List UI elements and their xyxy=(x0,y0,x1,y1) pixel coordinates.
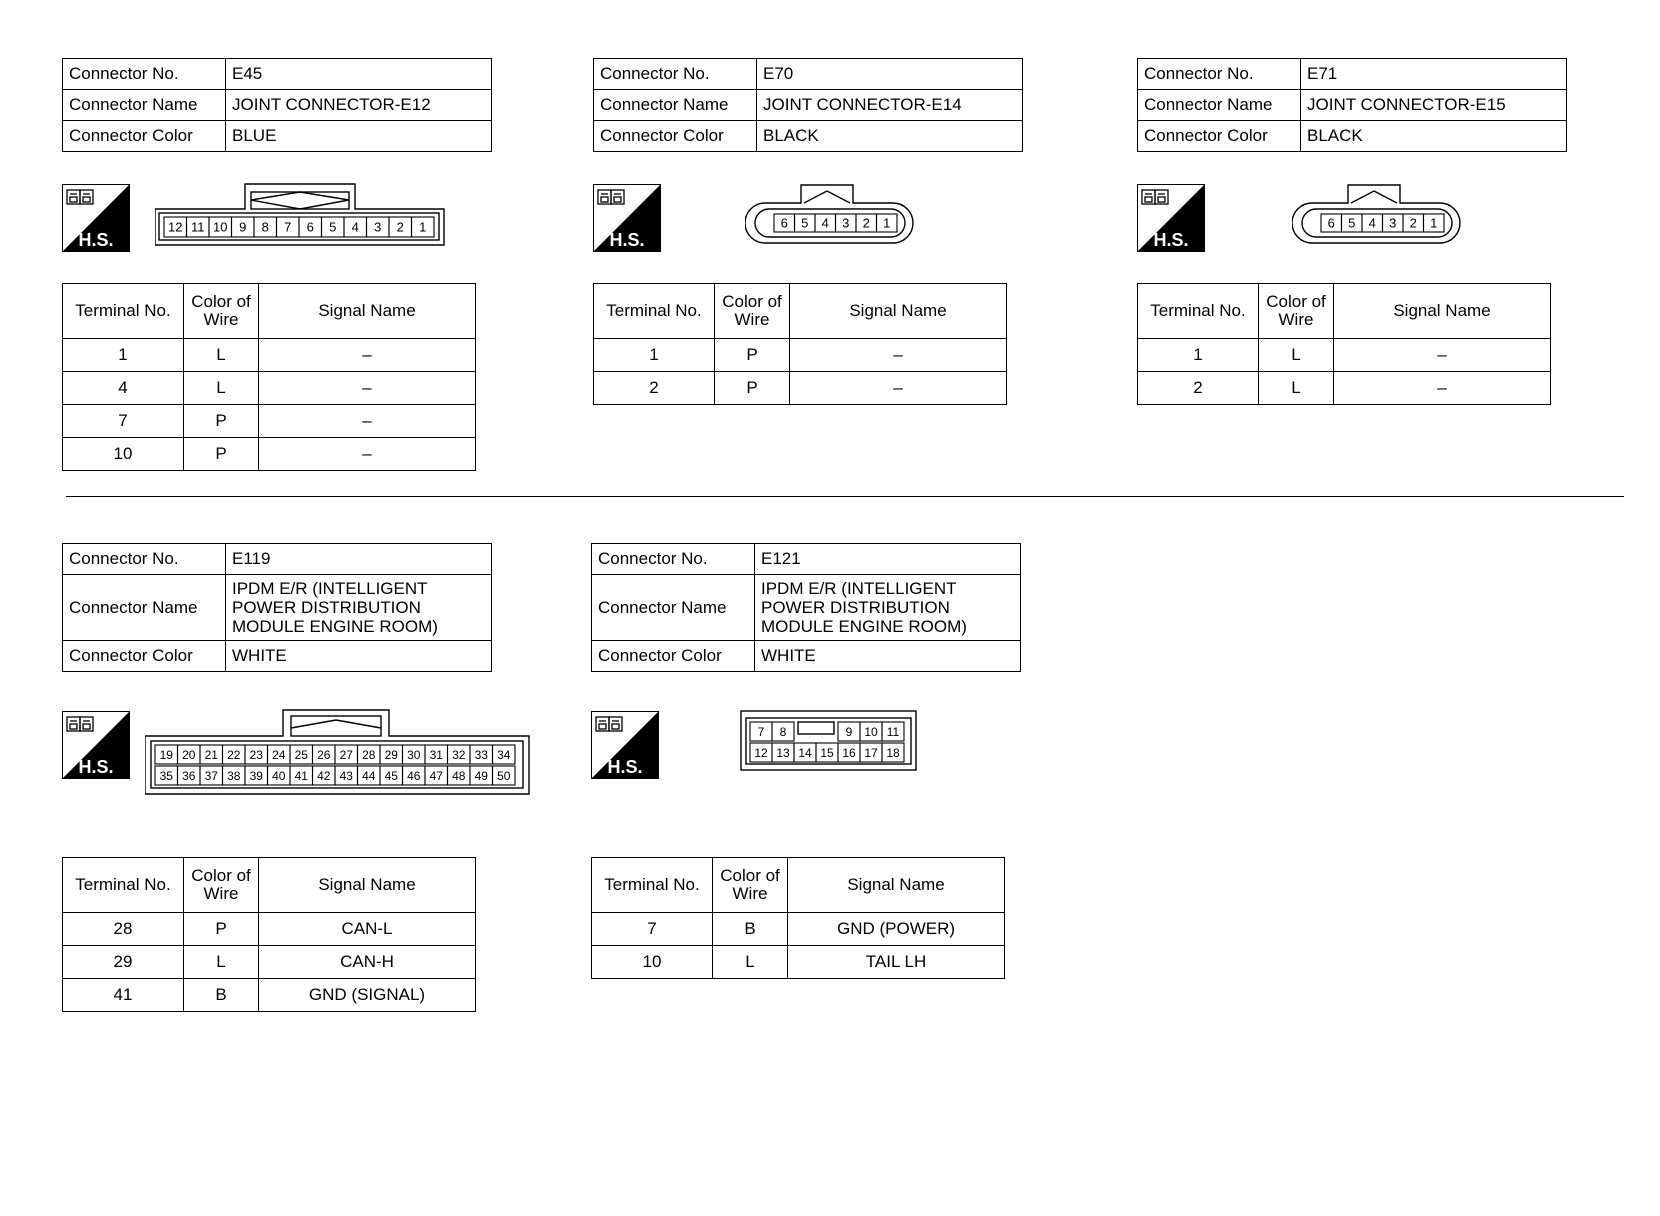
hs-icon xyxy=(591,711,659,779)
table-row: 2 P – xyxy=(594,372,1007,405)
label-connector-no: Connector No. xyxy=(594,59,757,90)
pin-label: 37 xyxy=(204,768,218,783)
pin-label: 10 xyxy=(864,724,878,739)
pin-label: 4 xyxy=(821,215,829,231)
connector-diagram-e119 xyxy=(145,708,530,796)
pin-label: 48 xyxy=(452,768,466,783)
pin-label: 36 xyxy=(182,768,196,783)
header-color-of-wire: Color of Wire xyxy=(184,284,259,339)
pin-label: 44 xyxy=(362,768,376,783)
header-signal-name: Signal Name xyxy=(790,284,1007,339)
pin-label: 7 xyxy=(284,219,292,235)
connector-info-e70 xyxy=(593,58,1023,152)
table-row: 10 L TAIL LH xyxy=(592,946,1005,979)
label-connector-color: Connector Color xyxy=(594,121,757,152)
table-row: 7 B GND (POWER) xyxy=(592,913,1005,946)
header-terminal-no: Terminal No. xyxy=(592,858,713,913)
pin-label: 1 xyxy=(419,219,427,235)
pin-label: 6 xyxy=(1327,215,1335,231)
label-connector-name: Connector Name xyxy=(1138,90,1301,121)
pin-label: 29 xyxy=(384,747,398,762)
pin-label: 15 xyxy=(820,745,834,760)
connector-diagram-e45 xyxy=(155,183,445,248)
terminal-table-e119 xyxy=(62,857,476,1012)
pin-label: 39 xyxy=(249,768,263,783)
header-signal-name: Signal Name xyxy=(259,858,476,913)
connector-no-value: E119 xyxy=(226,544,492,575)
pin-label: 14 xyxy=(798,745,812,760)
connector-info-e119 xyxy=(62,543,492,672)
pin-label: 6 xyxy=(780,215,788,231)
pin-label: 26 xyxy=(317,747,331,762)
pin-label: 38 xyxy=(227,768,241,783)
table-row: 1 P – xyxy=(594,339,1007,372)
pin-label: 21 xyxy=(204,747,218,762)
header-color-of-wire: Color of Wire xyxy=(715,284,790,339)
pin-label: 9 xyxy=(845,724,853,739)
hs-label: H.S. xyxy=(1153,230,1189,250)
pin-label: 49 xyxy=(474,768,488,783)
connector-no-value: E70 xyxy=(757,59,1023,90)
pin-label: 28 xyxy=(362,747,376,762)
table-row: 1 L – xyxy=(1138,339,1551,372)
table-row: 7 P – xyxy=(63,405,476,438)
pin-label: 27 xyxy=(339,747,353,762)
pin-label: 42 xyxy=(317,768,331,783)
label-connector-no: Connector No. xyxy=(63,59,226,90)
hs-label: H.S. xyxy=(78,230,114,250)
pin-label: 43 xyxy=(339,768,353,783)
terminal-table-e70 xyxy=(593,283,1007,405)
pin-label: 34 xyxy=(497,747,511,762)
pin-label: 30 xyxy=(407,747,421,762)
header-color-of-wire: Color of Wire xyxy=(713,858,788,913)
hs-icon xyxy=(62,711,130,779)
pin-label: 5 xyxy=(329,219,337,235)
label-connector-no: Connector No. xyxy=(592,544,755,575)
connector-diagram-e71 xyxy=(1292,183,1462,245)
pin-label: 17 xyxy=(864,745,878,760)
hs-label: H.S. xyxy=(607,757,643,777)
label-connector-no: Connector No. xyxy=(1138,59,1301,90)
pin-label: 4 xyxy=(351,219,359,235)
hs-icon xyxy=(593,184,661,252)
pin-label: 9 xyxy=(239,219,247,235)
header-signal-name: Signal Name xyxy=(259,284,476,339)
label-connector-color: Connector Color xyxy=(63,121,226,152)
connector-name-value: IPDM E/R (INTELLIGENT POWER DISTRIBUTION MODULE ENGINE ROOM) xyxy=(226,575,492,641)
hs-icon xyxy=(62,184,130,252)
terminal-table-e71 xyxy=(1137,283,1551,405)
pin-label: 3 xyxy=(1389,215,1397,231)
pin-label: 2 xyxy=(862,215,870,231)
pin-label: 31 xyxy=(429,747,443,762)
pin-label: 6 xyxy=(306,219,314,235)
connector-diagram-e70 xyxy=(745,183,915,245)
pin-label: 40 xyxy=(272,768,286,783)
pin-label: 1 xyxy=(1430,215,1438,231)
connector-no-value: E121 xyxy=(755,544,1021,575)
pin-label: 47 xyxy=(429,768,443,783)
connector-color-value: BLUE xyxy=(226,121,492,152)
table-row: 1 L – xyxy=(63,339,476,372)
connector-name-value: JOINT CONNECTOR-E14 xyxy=(757,90,1023,121)
pin-label: 25 xyxy=(294,747,308,762)
pin-label: 8 xyxy=(261,219,269,235)
label-connector-name: Connector Name xyxy=(592,575,755,641)
header-terminal-no: Terminal No. xyxy=(63,858,184,913)
connector-no-value: E45 xyxy=(226,59,492,90)
pin-label: 19 xyxy=(159,747,173,762)
table-row: 10 P – xyxy=(63,438,476,471)
pin-label: 7 xyxy=(757,724,765,739)
pin-label: 22 xyxy=(227,747,241,762)
hs-icon xyxy=(1137,184,1205,252)
connector-info-e121 xyxy=(591,543,1021,672)
pin-label: 12 xyxy=(168,219,183,235)
connector-color-value: BLACK xyxy=(757,121,1023,152)
pin-label: 33 xyxy=(474,747,488,762)
label-connector-color: Connector Color xyxy=(63,641,226,672)
connector-info-e45 xyxy=(62,58,492,152)
pin-label: 13 xyxy=(776,745,790,760)
pin-label: 20 xyxy=(182,747,196,762)
label-connector-name: Connector Name xyxy=(63,575,226,641)
pin-label: 4 xyxy=(1368,215,1376,231)
table-row: 41 B GND (SIGNAL) xyxy=(63,979,476,1012)
label-connector-name: Connector Name xyxy=(594,90,757,121)
header-color-of-wire: Color of Wire xyxy=(184,858,259,913)
pin-label: 24 xyxy=(272,747,286,762)
connector-color-value: WHITE xyxy=(226,641,492,672)
label-connector-no: Connector No. xyxy=(63,544,226,575)
connector-no-value: E71 xyxy=(1301,59,1567,90)
connector-name-value: IPDM E/R (INTELLIGENT POWER DISTRIBUTION MODULE ENGINE ROOM) xyxy=(755,575,1021,641)
pin-label: 32 xyxy=(452,747,466,762)
pin-label: 2 xyxy=(1409,215,1417,231)
hs-label: H.S. xyxy=(609,230,645,250)
header-terminal-no: Terminal No. xyxy=(63,284,184,339)
header-color-of-wire: Color of Wire xyxy=(1259,284,1334,339)
pin-label: 16 xyxy=(842,745,856,760)
pin-label: 5 xyxy=(801,215,809,231)
pin-label: 46 xyxy=(407,768,421,783)
pin-label: 41 xyxy=(294,768,308,783)
header-terminal-no: Terminal No. xyxy=(594,284,715,339)
label-connector-color: Connector Color xyxy=(592,641,755,672)
header-signal-name: Signal Name xyxy=(788,858,1005,913)
pin-label: 10 xyxy=(213,219,228,235)
connector-diagram-e121 xyxy=(740,710,918,772)
pin-label: 3 xyxy=(374,219,382,235)
pin-label: 50 xyxy=(497,768,511,783)
terminal-table-e121 xyxy=(591,857,1005,979)
pin-label: 8 xyxy=(779,724,787,739)
connector-name-value: JOINT CONNECTOR-E12 xyxy=(226,90,492,121)
pin-label: 3 xyxy=(842,215,850,231)
pin-label: 12 xyxy=(754,745,768,760)
header-terminal-no: Terminal No. xyxy=(1138,284,1259,339)
connector-color-value: BLACK xyxy=(1301,121,1567,152)
pin-label: 5 xyxy=(1348,215,1356,231)
pin-label: 11 xyxy=(191,219,205,235)
pin-label: 45 xyxy=(384,768,398,783)
table-row: 4 L – xyxy=(63,372,476,405)
label-connector-name: Connector Name xyxy=(63,90,226,121)
label-connector-color: Connector Color xyxy=(1138,121,1301,152)
pin-label: 11 xyxy=(886,724,900,739)
terminal-table-e45 xyxy=(62,283,476,471)
connector-color-value: WHITE xyxy=(755,641,1021,672)
pin-label: 2 xyxy=(396,219,404,235)
hs-label: H.S. xyxy=(78,757,114,777)
table-row: 29 L CAN-H xyxy=(63,946,476,979)
table-row: 2 L – xyxy=(1138,372,1551,405)
pin-label: 18 xyxy=(886,745,900,760)
pin-label: 35 xyxy=(159,768,173,783)
pin-label: 23 xyxy=(249,747,263,762)
connector-info-e71 xyxy=(1137,58,1567,152)
pin-label: 1 xyxy=(883,215,891,231)
header-signal-name: Signal Name xyxy=(1334,284,1551,339)
table-row: 28 P CAN-L xyxy=(63,913,476,946)
connector-name-value: JOINT CONNECTOR-E15 xyxy=(1301,90,1567,121)
section-divider xyxy=(66,496,1624,497)
